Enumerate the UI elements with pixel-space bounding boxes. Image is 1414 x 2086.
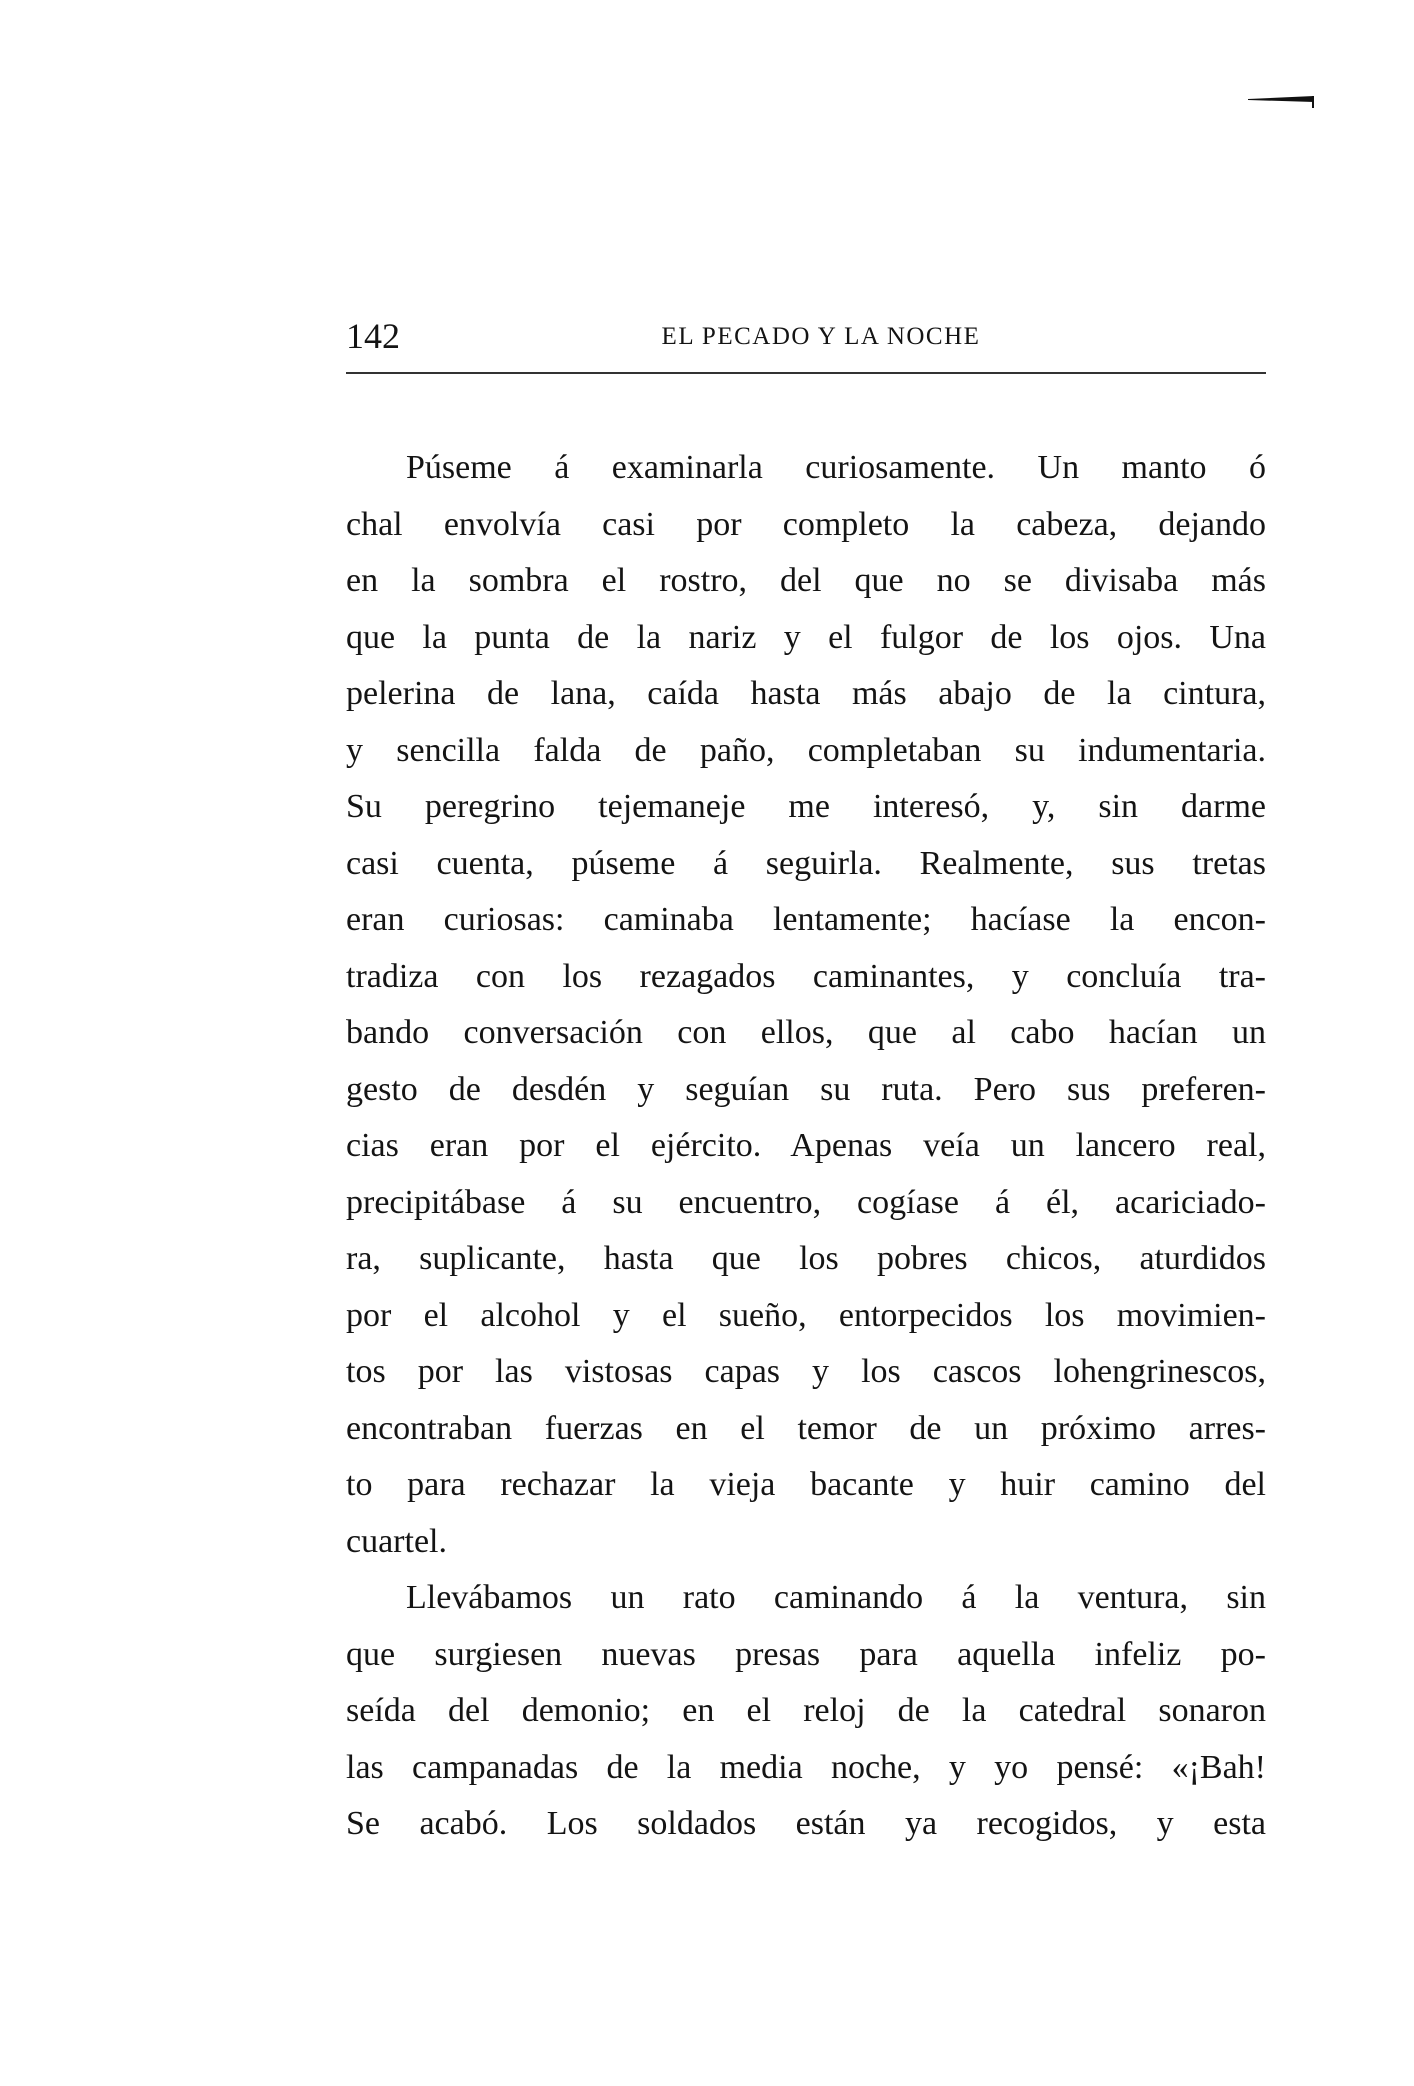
text-line: pelerina de lana, caída hasta más abajo de la cintura, <box>346 675 1266 712</box>
text-line: que surgiesen nuevas presas para aquella infeliz po- <box>346 1635 1266 1673</box>
text-line: por el alcohol y el sueño, entorpecidos los movimien- <box>346 1296 1266 1334</box>
text-line: tradiza con los rezagados caminantes, y concluía tra- <box>346 957 1266 995</box>
text-line: eran curiosas: caminaba lentamente; hacíase la encon- <box>346 901 1266 938</box>
text-line: bando conversación con ellos, que al cabo hacían un <box>346 1014 1266 1051</box>
running-head <box>346 315 1266 365</box>
text-line: en la sombra el rostro, del que no se divisaba más <box>346 562 1266 599</box>
text-line: gesto de desdén y seguían su ruta. Pero sus preferen- <box>346 1070 1266 1108</box>
header-rule <box>346 372 1266 374</box>
text-line: tos por las vistosas capas y los cascos lohengrinescos, <box>346 1353 1266 1390</box>
running-title: EL PECADO Y LA NOCHE <box>661 323 981 350</box>
text-line: las campanadas de la media noche, y yo pensé: «¡Bah! <box>346 1748 1266 1786</box>
text-line: y sencilla falda de paño, completaban su indumentaria. <box>346 731 1266 769</box>
text-line: cuartel. <box>346 1522 447 1560</box>
text-line: precipitábase á su encuentro, cogíase á él, acariciado- <box>346 1183 1266 1221</box>
paragraph-first-line: Púseme á examinarla curiosamente. Un manto ó <box>406 449 1266 486</box>
text-line: casi cuenta, púseme á seguirla. Realmente, sus tretas <box>346 844 1266 882</box>
text-line: seída del demonio; en el reloj de la catedral sonaron <box>346 1692 1266 1729</box>
text-line: que la punta de la nariz y el fulgor de los ojos. Una <box>346 618 1266 656</box>
text-line: to para rechazar la vieja bacante y huir camino del <box>346 1466 1266 1503</box>
page-number: 142 <box>346 316 400 356</box>
scan-corner-mark <box>1248 96 1348 110</box>
text-line: ra, suplicante, hasta que los pobres chicos, aturdidos <box>346 1240 1266 1277</box>
text-line: Su peregrino tejemaneje me interesó, y, sin darme <box>346 788 1266 825</box>
text-line: cias eran por el ejército. Apenas veía un lancero real, <box>346 1127 1266 1164</box>
text-line: chal envolvía casi por completo la cabeza, dejando <box>346 505 1266 543</box>
body-text <box>346 440 1266 1853</box>
paragraph-first-line: Llevábamos un rato caminando á la ventura, sin <box>406 1579 1266 1616</box>
text-line: encontraban fuerzas en el temor de un próximo arres- <box>346 1409 1266 1447</box>
text-line: Se acabó. Los soldados están ya recogidos, y esta <box>346 1805 1266 1842</box>
